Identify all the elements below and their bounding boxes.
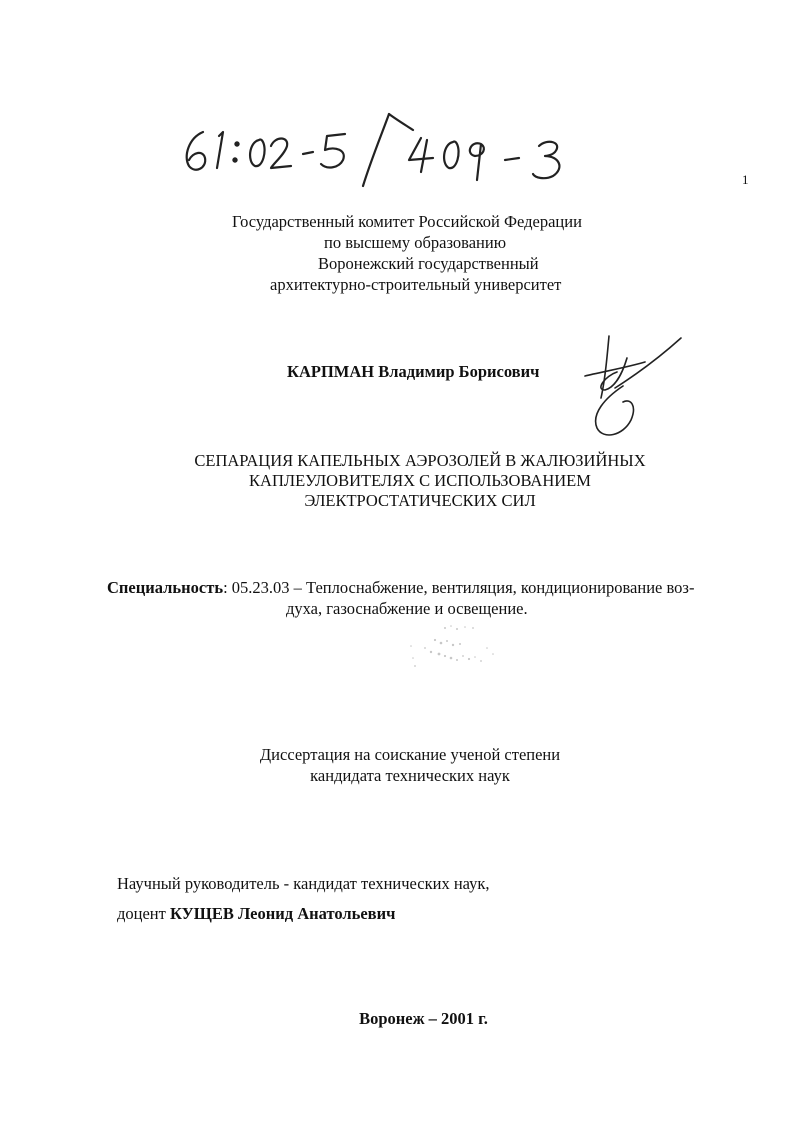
specialty-code-text: : 05.23.03 – Теплоснабжение, вентиляция, кондиционирование воз- <box>223 578 695 597</box>
supervisor-title: Научный руководитель - кандидат технических наук, <box>117 874 490 893</box>
supervisor-block <box>117 869 490 929</box>
specialty-label: Специальность <box>107 578 224 597</box>
specialty-block <box>107 577 747 619</box>
specialty-continuation: духа, газоснабжение и освещение. <box>286 599 528 618</box>
author-name: КАРПМАН Владимир Борисович <box>287 362 540 381</box>
supervisor-name: КУЩЕВ Леонид Анатольевич <box>169 904 396 923</box>
page-number: 1 <box>742 172 749 187</box>
institution-line: Государственный комитет Российской Федерации <box>232 212 582 231</box>
title-line: КАПЛЕУЛОВИТЕЛЯХ С ИСПОЛЬЗОВАНИЕМ <box>249 471 591 490</box>
degree-line: кандидата технических наук <box>310 766 510 785</box>
degree-line: Диссертация на соискание ученой степени <box>259 745 561 764</box>
author-signature <box>565 328 695 443</box>
faint-stamp-mark <box>405 618 515 673</box>
handwritten-archive-code <box>175 110 605 190</box>
institution-line: по высшему образованию <box>324 233 507 252</box>
degree-statement <box>150 744 670 786</box>
city-year-text: Воронеж – 2001 г. <box>359 1009 488 1028</box>
supervisor-rank: доцент <box>117 904 170 923</box>
institution-line: Воронежский государственный <box>318 254 539 273</box>
dissertation-title <box>100 451 740 511</box>
title-line: СЕПАРАЦИЯ КАПЕЛЬНЫХ АЭРОЗОЛЕЙ В ЖАЛЮЗИЙНЫХ <box>194 451 646 470</box>
institution-block <box>0 211 793 295</box>
title-line: ЭЛЕКТРОСТАТИЧЕСКИХ СИЛ <box>304 491 536 510</box>
institution-line: архитектурно-строительный университет <box>270 275 562 294</box>
city-year <box>0 1009 793 1029</box>
